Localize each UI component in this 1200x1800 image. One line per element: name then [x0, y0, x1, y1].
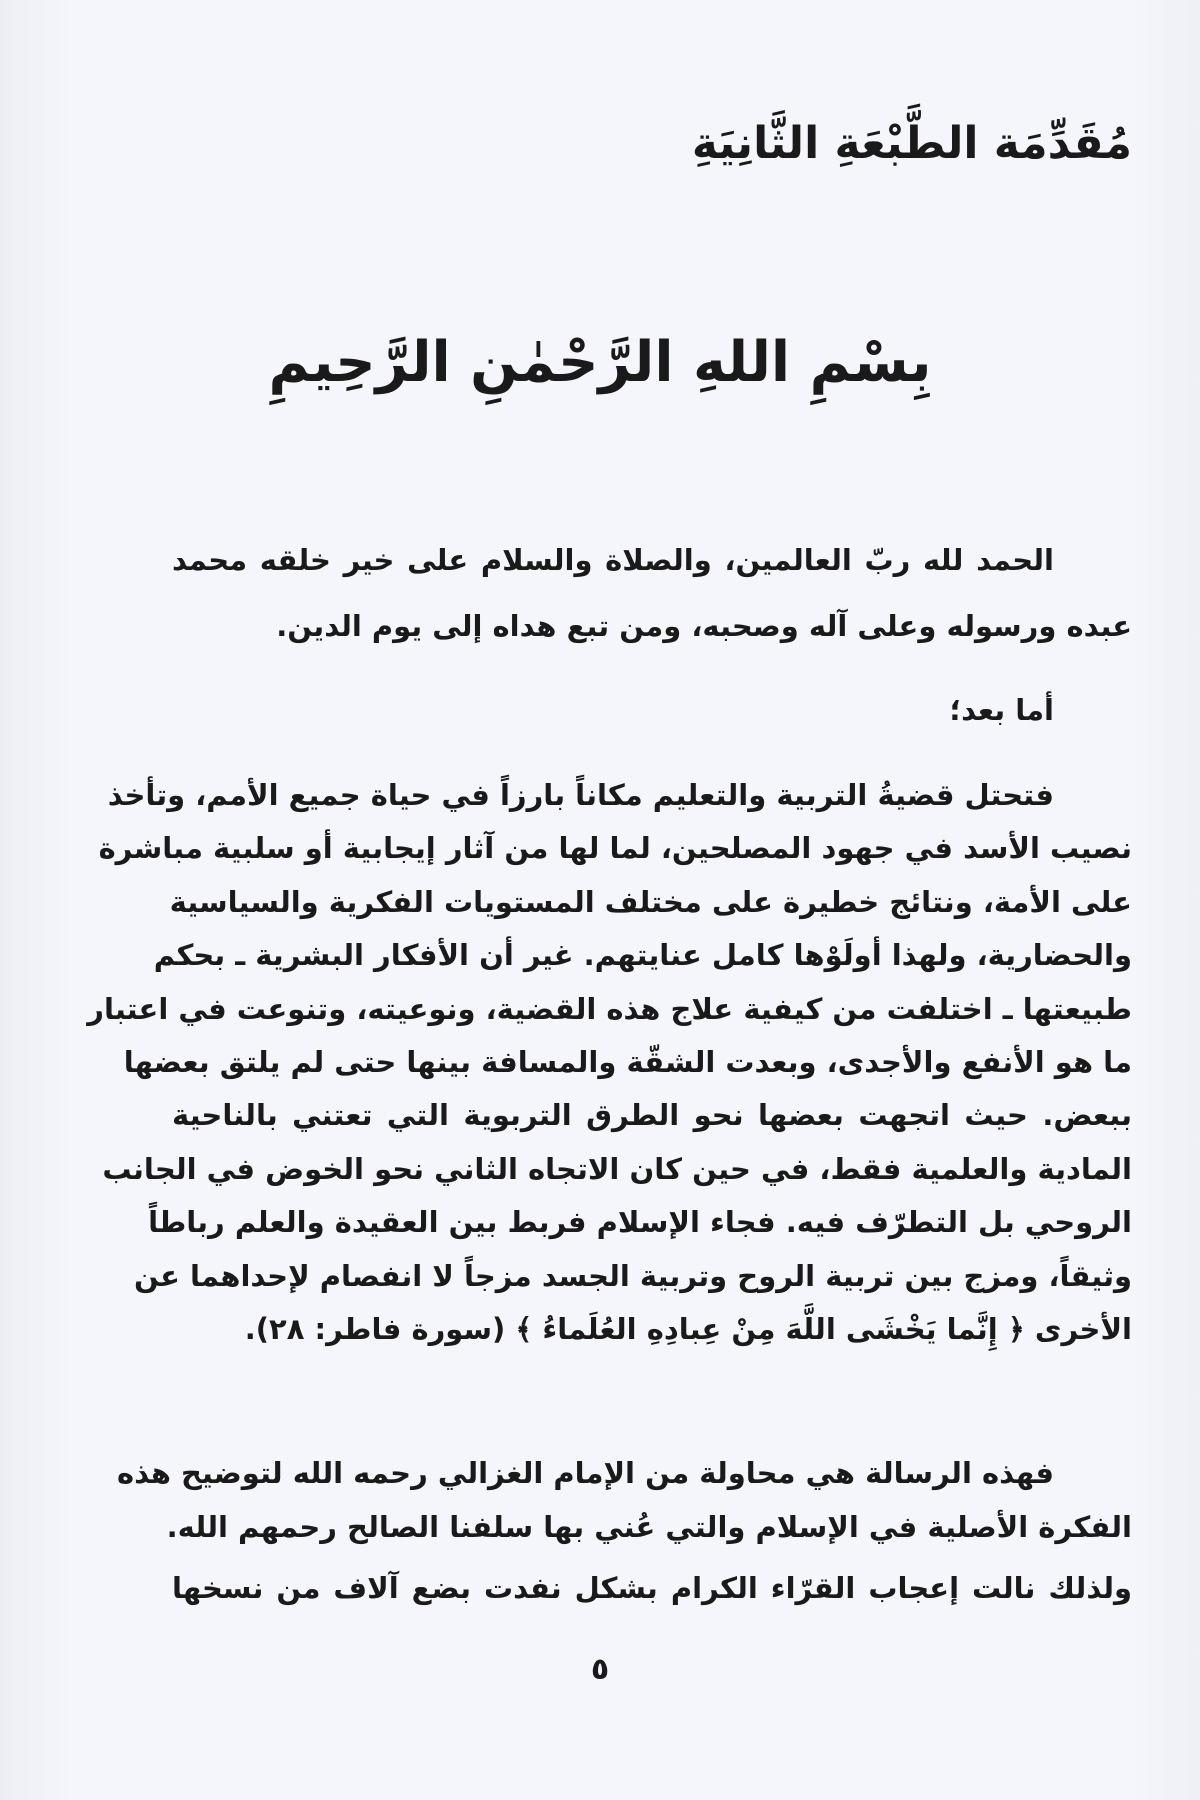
paragraph-1-line: الحمد لله ربّ العالمين، والصلاة والسلام على خير خلقه محمد — [172, 543, 1054, 577]
paragraph-3-line: على الأمة، ونتائج خطيرة على مختلف المستويات الفكرية والسياسية — [169, 885, 1132, 919]
paragraph-3-line: المادية والعلمية فقط، في حين كان الاتجاه الثاني نحو الخوض في الجانب — [102, 1152, 1132, 1186]
paragraph-3-line: والحضارية، ولهذا أولَوْها كامل عنايتهم. غير أن الأفكار البشرية ـ بحكم — [153, 938, 1132, 972]
paragraph-3-line: طبيعتها ـ اختلفت من كيفية علاج هذه القضية، ونوعيته، وتنوعت في اعتبار — [87, 992, 1132, 1026]
paragraph-2-line: أما بعد؛ — [949, 693, 1054, 727]
paragraph-4-line: ولذلك نالت إعجاب القرّاء الكرام بشكل نفدت بضع آلاف من نسخها — [172, 1571, 1132, 1605]
paragraph-1-line: عبده ورسوله وعلى آله وصحبه، ومن تبع هداه إلى يوم الدين. — [276, 609, 1132, 643]
paragraph-3-line: وثيقاً، ومزج بين تربية الروح وتربية الجسد مزجاً لا انفصام لإحداهما عن — [134, 1259, 1132, 1293]
paragraph-3-line: ببعض. حيث اتجهت بعضها نحو الطرق التربوية التي تعتني بالناحية — [172, 1098, 1132, 1132]
paragraph-3-line: فتحتل قضيةُ التربية والتعليم مكاناً بارزاً في حياة جميع الأمم، وتأخذ — [107, 778, 1054, 812]
paragraph-3-line: الأخرى ﴿ إِنَّما يَخْشَى اللَّهَ مِنْ عِبادِهِ العُلَماءُ ﴾ (سورة فاطر: ٢٨). — [244, 1312, 1132, 1346]
paragraph-4-line: الفكرة الأصلية في الإسلام والتي عُني بها سلفنا الصالح رحمهم الله. — [166, 1510, 1132, 1544]
basmala-calligraphy: بِسْمِ اللهِ الرَّحْمٰنِ الرَّحِيمِ — [268, 330, 932, 395]
page-number: ٥ — [590, 1652, 610, 1687]
paragraph-3-line: نصيب الأسد في جهود المصلحين، لما لها من آثار إيجابية أو سلبية مباشرة — [98, 831, 1132, 865]
paragraph-4-line: فهذه الرسالة هي محاولة من الإمام الغزالي رحمه الله لتوضيح هذه — [116, 1456, 1054, 1490]
page-title: مُقَدِّمَة الطَّبْعَةِ الثَّانِيَةِ — [691, 118, 1132, 169]
paragraph-3-line: ما هو الأنفع والأجدى، وبعدت الشقّة والمسافة بينها حتى لم يلتق بعضها — [123, 1045, 1132, 1079]
paragraph-3-line: الروحي بل التطرّف فيه. فجاء الإسلام فربط بين العقيدة والعلم رباطاً — [148, 1205, 1132, 1239]
